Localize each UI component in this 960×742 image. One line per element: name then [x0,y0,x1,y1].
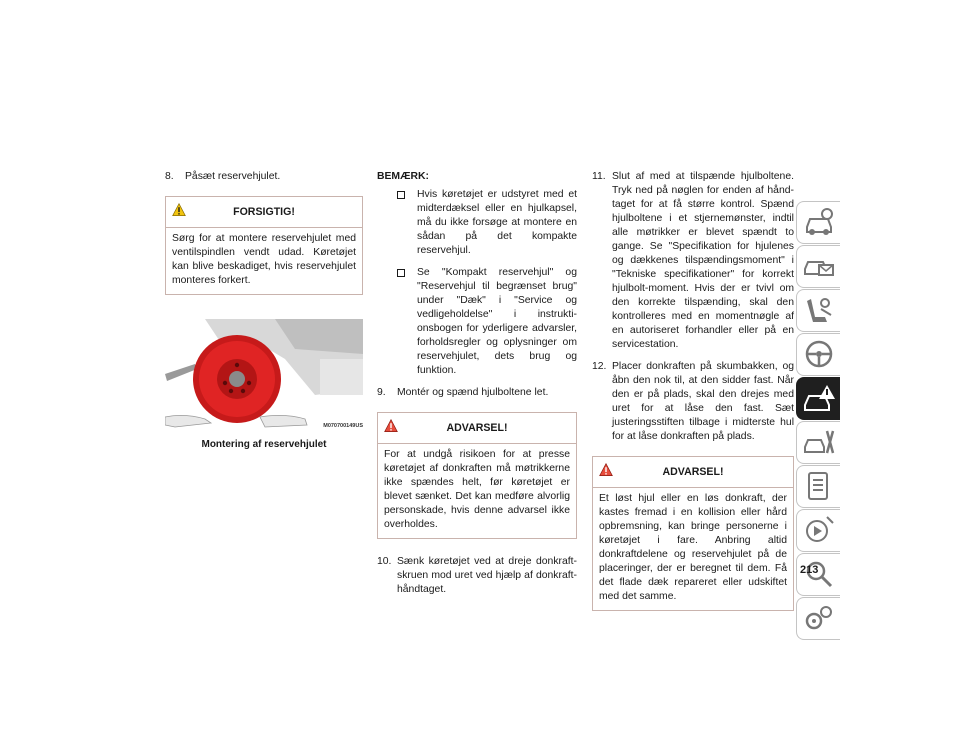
step-number: 12. [592,361,607,372]
step-number: 9. [377,387,386,398]
step-text: Placer donkraften på skumbakken, og åbn den nok til, at den sidder fast. Når den er på plads, skal den drejes med uret for at låse den fast. Sæt justeringsstiften tilbage i midterste hul for at låse donkraften på plads. [612,361,794,442]
step-12 [592,360,794,444]
tab-steering-wheel[interactable] [796,333,840,376]
car-dashboard-icon [801,205,837,239]
note-label: BEMÆRK: [377,171,429,182]
step-text: Påsæt reservehjulet. [185,171,281,182]
warning-header [593,457,793,488]
column-1 [165,170,363,452]
tab-car-mail[interactable] [796,245,840,288]
step-number: 8. [165,171,174,182]
bullet-text: Se "Kompakt reservehjul" og "Reservehjul til begrænset brug" under "Dæk" i "Service og vedligeholdelse" i instruktionsbogen for yderligere advarsler, forholdsregler og oplysninger om reservehjulet, dets brug og funktion. [417,267,577,376]
language-gears-icon [801,601,837,635]
tab-language-gears[interactable] [796,597,840,640]
note-bullet-2 [397,266,577,378]
step-8 [165,170,363,184]
step-text: Slut af med at tilspænde hjulboltene. Tryk ned på nøglen for enden af håndtaget for at få større kontrol. Spænd hjulboltene i et stjernemønster, indtil alle møtrikker er blevet spændt to gange. Se "Specifikation for hjulenes og dækkenes tilspændingsmoment" i "Tekniske specifikationer" for korrekt hjulbolt-moment. Hvis der er tvivl om den korrekte tilspænding, skal den kontrolleres med en momentnøgle af en autoriseret forhandler eller på en servicestation. [612,171,794,350]
column-2 [377,170,577,597]
roadside-emergency-icon [801,381,837,415]
warning-text: Et løst hjul eller en løs donkraft, der kastes fremad i en kollision eller hård opbremsning, kan bringe personerne i køretøjet i fare. Anbring altid donkraftdelene og reservehjulet på de placeringer, der er beregnet til dem. Få det flade dæk repareret eller udskiftet med det samme. [599,493,787,602]
page-number: 213 [800,564,819,576]
note-bullet-1 [397,188,577,258]
car-service-tools-icon [801,425,837,459]
figure-caption: Montering af reservehjulet [201,439,327,450]
step-10 [377,555,577,597]
warning-box-2 [592,456,794,611]
step-number: 10. [377,556,392,567]
tab-roadside-emergency[interactable] [796,377,840,420]
caution-title: FORSIGTIG! [233,206,295,218]
steering-wheel-icon [801,337,837,371]
tab-multimedia[interactable] [796,509,840,552]
car-mail-icon [801,249,837,283]
tab-car-dashboard[interactable] [796,201,840,244]
step-text: Montér og spænd hjulboltene let. [397,387,549,398]
step-9 [377,386,577,400]
column-3 [592,170,794,611]
caution-header [166,197,362,228]
warning-box-1 [377,412,577,539]
specifications-list-icon [801,469,837,503]
figure-code: M070700149US [323,423,363,429]
bullet-text: Hvis køretøjet er udstyret med et midterdæksel eller en hjulkapsel, må du ikke forsøge at montere en sådan på det kompakte reservehjul. [417,189,577,256]
spare-wheel-mounting-image [165,319,363,431]
seat-safety-icon [801,293,837,327]
warning-header [378,413,576,444]
bullet-square-icon [397,269,405,277]
step-11 [592,170,794,352]
tab-car-service-tools[interactable] [796,421,840,464]
spare-wheel-illustration [165,319,363,431]
multimedia-icon [801,513,837,547]
tab-seat-safety[interactable] [796,289,840,332]
caution-text: Sørg for at montere reservehjulet med ventilspindlen vendt udad. Køretøjet kan blive beskadiget, hvis reservehjulet monteres forkert. [172,233,356,286]
bullet-square-icon [397,191,405,199]
caution-box [165,196,363,295]
step-number: 11. [592,171,606,182]
warning-text: For at undgå risikoen for at presse køretøjet af donkraften må møtrikkerne ikke spændes helt, før køretøjet er blevet sænket. Det kan medføre alvorlig personskade, hvis denne advarsel ikke overholdes. [384,449,570,530]
warning-title: ADVARSEL! [446,422,508,434]
warning-title: ADVARSEL! [662,466,724,478]
step-text: Sænk køretøjet ved at dreje donkraftskruen mod uret ved hjælp af donkrafthåndtaget. [397,556,577,595]
tab-specifications-list[interactable] [796,465,840,508]
